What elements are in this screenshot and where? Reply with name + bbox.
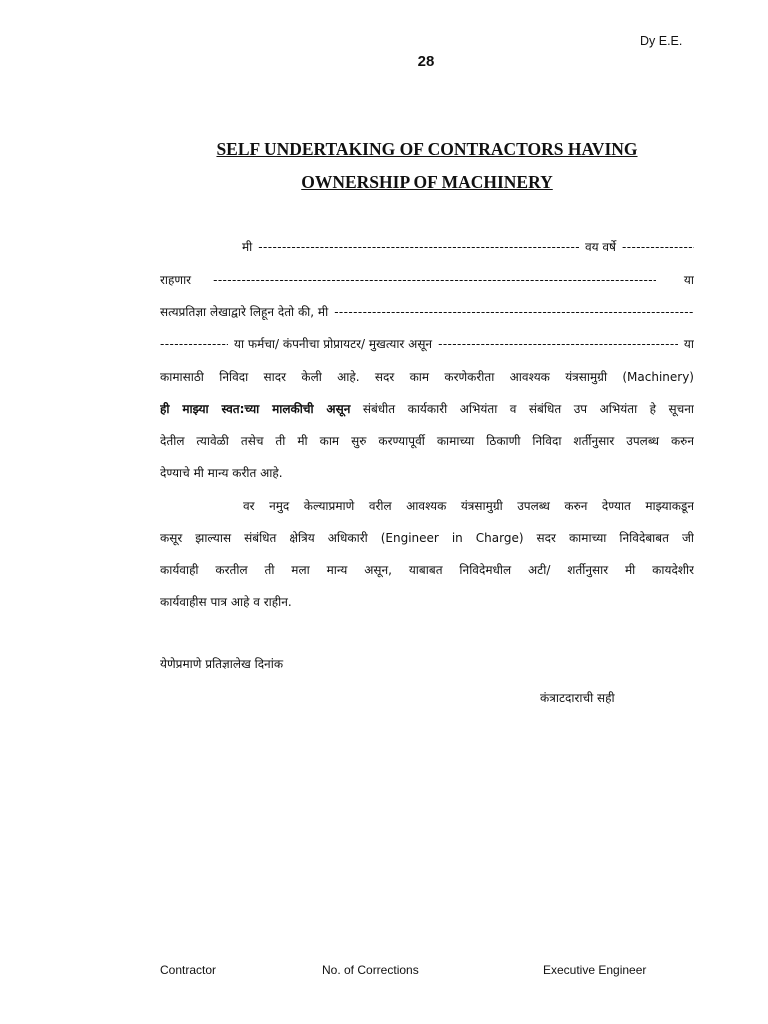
para2-line-4: कार्यवाहीस पात्र आहे व राहीन. <box>160 595 292 609</box>
form-line-name <box>160 236 694 258</box>
para2-line-3: कार्यवाही करतील ती मला मान्य असून, याबाबत निविदेमधील अटी/ शर्तीनुसार मी कायदेशीर <box>160 563 694 577</box>
para1-line-1: कामासाठी निविदा सादर केली आहे. सदर काम करणेकरीता आवश्यक यंत्रसामुग्री (Machinery) <box>160 370 694 384</box>
firm-blank-lead <box>160 333 228 355</box>
form-line-affidavit <box>160 301 694 323</box>
name-label: मी <box>242 240 253 254</box>
affidavit-date-line: येणेप्रमाणे प्रतिज्ञालेख दिनांक <box>160 657 284 671</box>
para1-line-4: देण्याचे मी मान्य करीत आहे. <box>160 466 283 480</box>
para2-line-2: कसूर झाल्यास संबंधित क्षेत्रिय अधिकारी (Engineer in Charge) सदर कामाच्या निविदेबाबत जी <box>160 531 694 545</box>
age-label: वय वर्षे <box>584 240 616 254</box>
contractor-signature-label: कंत्राटदाराची सही <box>540 691 615 705</box>
footer-corrections: No. of Corrections <box>322 963 419 977</box>
firm-blank <box>438 333 678 355</box>
residence-suffix: या <box>683 273 694 287</box>
ownership-statement: ही माझ्या स्वत:च्या मालकीची असून <box>160 402 351 416</box>
page-number: 28 <box>417 53 435 70</box>
residence-label: राहणार <box>160 273 192 287</box>
name-blank <box>258 236 579 258</box>
affidavit-blank <box>334 301 694 323</box>
footer-executive-engineer: Executive Engineer <box>543 963 647 977</box>
corner-label: Dy E.E. <box>640 34 683 48</box>
form-line-firm <box>160 333 694 355</box>
firm-label: या फर्मचा/ कंपनीचा प्रोप्रायटर/ मुखत्यार असून <box>234 337 433 351</box>
para1-line-2 <box>160 398 694 420</box>
footer-contractor: Contractor <box>160 963 217 977</box>
form-line-residence <box>160 269 694 291</box>
affidavit-label: सत्यप्रतिज्ञा लेखाद्वारे लिहून देतो की, मी <box>160 305 329 319</box>
para1-line-2-rest: संबंधीत कार्यकारी अभियंता व संबंधित उप अभियंता हे सूचना <box>350 402 694 416</box>
document-title-line-1: SELF UNDERTAKING OF CONTRACTORS HAVING <box>216 139 638 159</box>
para1-line-3: देतील त्यावेळी तसेच ती मी काम सुरु करण्यापूर्वी कामाच्या ठिकाणी निविदा शर्तीनुसार उपलब्ध करुन <box>160 434 694 448</box>
firm-suffix: या <box>683 337 694 351</box>
age-blank <box>622 236 694 258</box>
residence-blank <box>213 269 656 291</box>
para2-line-1: वर नमुद केल्याप्रमाणे वरील आवश्यक यंत्रसामुग्री उपलब्ध करुन देण्यात माझ्याकडून <box>243 499 694 513</box>
document-title-line-2: OWNERSHIP OF MACHINERY <box>301 172 553 192</box>
